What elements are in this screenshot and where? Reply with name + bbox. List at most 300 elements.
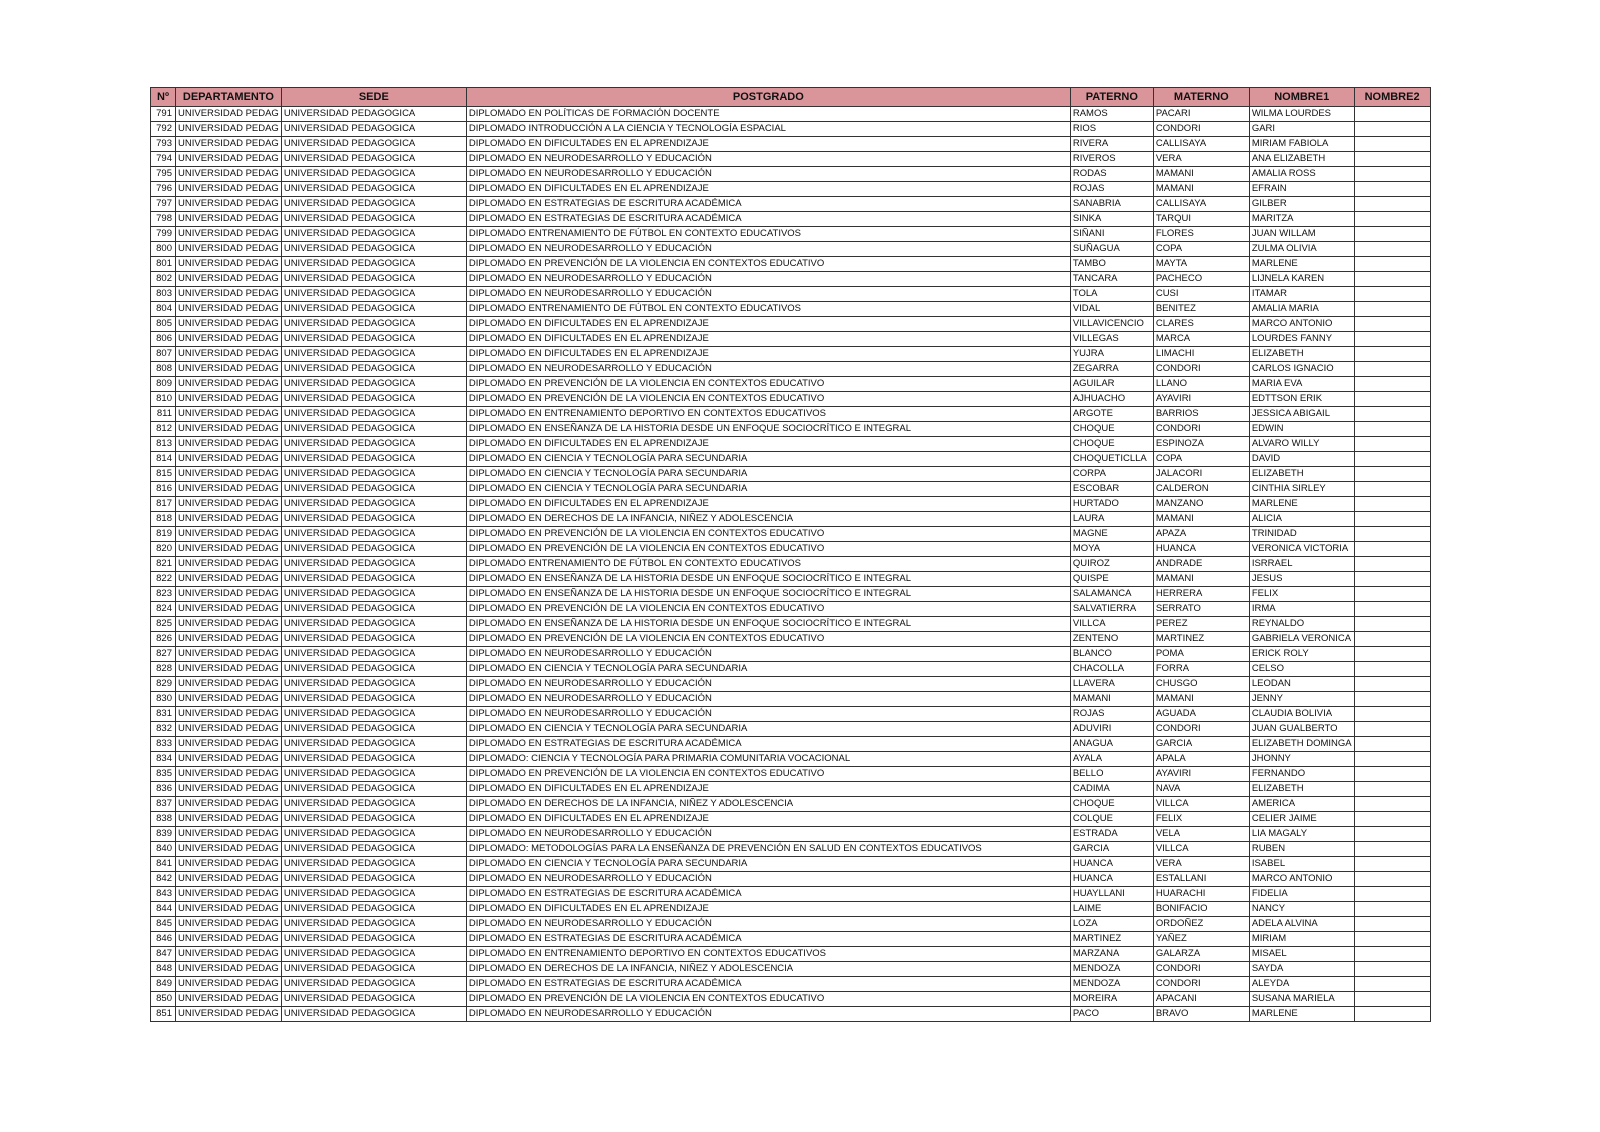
departamento-cell: UNIVERSIDAD PEDAG [176, 677, 282, 692]
paterno-cell: YUJRA [1070, 347, 1153, 362]
paterno-cell: RIVEROS [1070, 152, 1153, 167]
nombre2-cell [1354, 977, 1430, 992]
nombre1-text: CLAUDIA BOLIVIA [1251, 708, 1333, 719]
materno-cell: BARRIOS [1153, 407, 1249, 422]
header-row [151, 88, 1431, 107]
nombre1-cell [1249, 932, 1354, 947]
sede-cell: UNIVERSIDAD PEDAGOGICA [281, 287, 466, 302]
sede-cell: UNIVERSIDAD PEDAGOGICA [281, 152, 466, 167]
materno-cell: SERRATO [1153, 602, 1249, 617]
departamento-cell: UNIVERSIDAD PEDAG [176, 872, 282, 887]
paterno-cell: BLANCO [1070, 647, 1153, 662]
nombre1-cell [1249, 887, 1354, 902]
postgrado-cell: DIPLOMADO EN NEURODESARROLLO Y EDUCACIÓN [466, 152, 1070, 167]
paterno-cell: VILLAVICENCIO [1070, 317, 1153, 332]
postgrado-cell: DIPLOMADO EN DIFICULTADES EN EL APRENDIZAJE [466, 332, 1070, 347]
postgrado-cell: DIPLOMADO EN PREVENCIÓN DE LA VIOLENCIA EN CONTEXTOS EDUCATIVO [466, 992, 1070, 1007]
postgrado-cell: DIPLOMADO EN DIFICULTADES EN EL APRENDIZAJE [466, 437, 1070, 452]
materno-cell: MAMANI [1153, 692, 1249, 707]
sede-cell: UNIVERSIDAD PEDAGOGICA [281, 332, 466, 347]
paterno-cell: RAMOS [1070, 107, 1153, 122]
postgrado-cell: DIPLOMADO EN NEURODESARROLLO Y EDUCACIÓN [466, 827, 1070, 842]
row-number: 837 [151, 797, 176, 812]
table-row [151, 377, 1431, 392]
postgrado-cell: DIPLOMADO EN CIENCIA Y TECNOLOGÍA PARA SECUNDARIA [466, 452, 1070, 467]
paterno-cell: CHACOLLA [1070, 662, 1153, 677]
postgrado-cell: DIPLOMADO EN DIFICULTADES EN EL APRENDIZAJE [466, 137, 1070, 152]
postgrado-cell: DIPLOMADO EN CIENCIA Y TECNOLOGÍA PARA SECUNDARIA [466, 482, 1070, 497]
departamento-cell: UNIVERSIDAD PEDAG [176, 842, 282, 857]
nombre1-cell [1249, 197, 1354, 212]
sede-cell: UNIVERSIDAD PEDAGOGICA [281, 482, 466, 497]
nombre1-cell [1249, 527, 1354, 542]
materno-cell: AGUADA [1153, 707, 1249, 722]
nombre1-text: FIDELIA [1251, 888, 1288, 899]
materno-cell: LIMACHI [1153, 347, 1249, 362]
table-row [151, 692, 1431, 707]
paterno-cell: RIOS [1070, 122, 1153, 137]
table-row [151, 827, 1431, 842]
nombre1-text: ADELA ALVINA [1251, 918, 1318, 929]
nombre2-cell [1354, 632, 1430, 647]
nombre2-cell [1354, 452, 1430, 467]
postgrado-cell: DIPLOMADO EN ENSEÑANZA DE LA HISTORIA DESDE UN ENFOQUE SOCIOCRÍTICO E INTEGRAL [466, 617, 1070, 632]
nombre1-cell [1249, 302, 1354, 317]
nombre1-cell [1249, 347, 1354, 362]
postgrado-cell: DIPLOMADO EN ENSEÑANZA DE LA HISTORIA DESDE UN ENFOQUE SOCIOCRÍTICO E INTEGRAL [466, 572, 1070, 587]
row-number: 821 [151, 557, 176, 572]
paterno-cell: RODAS [1070, 167, 1153, 182]
nombre2-cell [1354, 737, 1430, 752]
table-row [151, 212, 1431, 227]
sede-cell: UNIVERSIDAD PEDAGOGICA [281, 302, 466, 317]
paterno-cell: MOREIRA [1070, 992, 1153, 1007]
nombre1-text: IRMA [1251, 603, 1276, 614]
nombre1-cell [1249, 902, 1354, 917]
nombre1-text: ZULMA OLIVIA [1251, 243, 1317, 254]
departamento-cell: UNIVERSIDAD PEDAG [176, 527, 282, 542]
header-sede: SEDE [281, 88, 466, 107]
postgrado-cell: DIPLOMADO EN NEURODESARROLLO Y EDUCACIÓN [466, 917, 1070, 932]
nombre1-text: MARLENE [1251, 258, 1298, 269]
table-row [151, 557, 1431, 572]
paterno-cell: HURTADO [1070, 497, 1153, 512]
table-row [151, 782, 1431, 797]
table-row [151, 542, 1431, 557]
nombre1-text: JUAN GUALBERTO [1251, 723, 1338, 734]
postgrado-cell: DIPLOMADO EN NEURODESARROLLO Y EDUCACIÓN [466, 707, 1070, 722]
paterno-cell: AJHUACHO [1070, 392, 1153, 407]
sede-cell: UNIVERSIDAD PEDAGOGICA [281, 272, 466, 287]
postgrado-cell: DIPLOMADO EN NEURODESARROLLO Y EDUCACIÓN [466, 362, 1070, 377]
departamento-cell: UNIVERSIDAD PEDAG [176, 242, 282, 257]
materno-cell: MAYTA [1153, 257, 1249, 272]
sede-cell: UNIVERSIDAD PEDAGOGICA [281, 887, 466, 902]
row-number: 835 [151, 767, 176, 782]
nombre1-text: MIRIAM [1251, 933, 1287, 944]
nombre1-text: MARITZA [1251, 213, 1294, 224]
table-row [151, 467, 1431, 482]
nombre2-cell [1354, 1007, 1430, 1022]
postgrado-cell: DIPLOMADO EN NEURODESARROLLO Y EDUCACIÓN [466, 287, 1070, 302]
paterno-cell: LAURA [1070, 512, 1153, 527]
paterno-cell: MARZANA [1070, 947, 1153, 962]
table-row [151, 947, 1431, 962]
nombre1-text: LIJNELA KAREN [1251, 273, 1325, 284]
departamento-cell: UNIVERSIDAD PEDAG [176, 437, 282, 452]
departamento-cell: UNIVERSIDAD PEDAG [176, 932, 282, 947]
nombre1-cell [1249, 647, 1354, 662]
nombre1-text: EDWIN [1251, 423, 1284, 434]
sede-cell: UNIVERSIDAD PEDAGOGICA [281, 947, 466, 962]
postgrado-cell: DIPLOMADO EN ENTRENAMIENTO DEPORTIVO EN CONTEXTOS EDUCATIVOS [466, 407, 1070, 422]
nombre1-text: CARLOS IGNACIO [1251, 363, 1334, 374]
nombre2-cell [1354, 662, 1430, 677]
paterno-cell: LAIME [1070, 902, 1153, 917]
table-row [151, 512, 1431, 527]
row-number: 848 [151, 962, 176, 977]
materno-cell: VERA [1153, 152, 1249, 167]
departamento-cell: UNIVERSIDAD PEDAG [176, 257, 282, 272]
nombre1-text: LOURDES FANNY [1251, 333, 1333, 344]
nombre1-cell [1249, 482, 1354, 497]
materno-cell: PACHECO [1153, 272, 1249, 287]
table-row [151, 137, 1431, 152]
paterno-cell: BELLO [1070, 767, 1153, 782]
departamento-cell: UNIVERSIDAD PEDAG [176, 452, 282, 467]
materno-cell: ANDRADE [1153, 557, 1249, 572]
postgrado-cell: DIPLOMADO EN DERECHOS DE LA INFANCIA, NIÑEZ Y ADOLESCENCIA [466, 797, 1070, 812]
sede-cell: UNIVERSIDAD PEDAGOGICA [281, 812, 466, 827]
departamento-cell: UNIVERSIDAD PEDAG [176, 827, 282, 842]
nombre1-text: EFRAIN [1251, 183, 1287, 194]
nombre1-text: AMERICA [1251, 798, 1296, 809]
sede-cell: UNIVERSIDAD PEDAGOGICA [281, 1007, 466, 1022]
departamento-cell: UNIVERSIDAD PEDAG [176, 392, 282, 407]
nombre1-text: MARCO ANTONIO [1251, 873, 1333, 884]
sede-cell: UNIVERSIDAD PEDAGOGICA [281, 917, 466, 932]
row-number: 839 [151, 827, 176, 842]
departamento-cell: UNIVERSIDAD PEDAG [176, 617, 282, 632]
materno-cell: ORDOÑEZ [1153, 917, 1249, 932]
paterno-cell: TANCARA [1070, 272, 1153, 287]
nombre1-cell [1249, 662, 1354, 677]
departamento-cell: UNIVERSIDAD PEDAG [176, 887, 282, 902]
departamento-cell: UNIVERSIDAD PEDAG [176, 362, 282, 377]
table-row [151, 272, 1431, 287]
row-number: 850 [151, 992, 176, 1007]
nombre2-cell [1354, 812, 1430, 827]
nombre1-cell [1249, 737, 1354, 752]
materno-cell: JALACORI [1153, 467, 1249, 482]
departamento-cell: UNIVERSIDAD PEDAG [176, 317, 282, 332]
paterno-cell: VIDAL [1070, 302, 1153, 317]
sede-cell: UNIVERSIDAD PEDAGOGICA [281, 962, 466, 977]
materno-cell: HUANCA [1153, 542, 1249, 557]
table-row [151, 227, 1431, 242]
nombre2-cell [1354, 347, 1430, 362]
nombre2-cell [1354, 227, 1430, 242]
nombre2-cell [1354, 467, 1430, 482]
nombre1-text: ISRRAEL [1251, 558, 1293, 569]
materno-cell: CALDERON [1153, 482, 1249, 497]
nombre1-text: ALICIA [1251, 513, 1282, 524]
materno-cell: CHUSGO [1153, 677, 1249, 692]
materno-cell: PACARI [1153, 107, 1249, 122]
departamento-cell: UNIVERSIDAD PEDAG [176, 212, 282, 227]
materno-cell: APAZA [1153, 527, 1249, 542]
postgrado-cell: DIPLOMADO EN CIENCIA Y TECNOLOGÍA PARA SECUNDARIA [466, 722, 1070, 737]
sede-cell: UNIVERSIDAD PEDAGOGICA [281, 632, 466, 647]
materno-cell: APACANI [1153, 992, 1249, 1007]
nombre2-cell [1354, 437, 1430, 452]
paterno-cell: CHOQUETICLLA [1070, 452, 1153, 467]
postgrado-cell: DIPLOMADO EN ESTRATEGIAS DE ESCRITURA ACADÉMICA [466, 212, 1070, 227]
nombre1-cell [1249, 677, 1354, 692]
postgrado-cell: DIPLOMADO EN ENTRENAMIENTO DEPORTIVO EN CONTEXTOS EDUCATIVOS [466, 947, 1070, 962]
nombre1-cell [1249, 182, 1354, 197]
table-row [151, 107, 1431, 122]
paterno-cell: ESCOBAR [1070, 482, 1153, 497]
sede-cell: UNIVERSIDAD PEDAGOGICA [281, 407, 466, 422]
row-number: 812 [151, 422, 176, 437]
postgrado-cell: DIPLOMADO EN DIFICULTADES EN EL APRENDIZAJE [466, 782, 1070, 797]
paterno-cell: SALVATIERRA [1070, 602, 1153, 617]
nombre1-cell [1249, 632, 1354, 647]
nombre1-text: GILBER [1251, 198, 1287, 209]
nombre1-cell [1249, 917, 1354, 932]
row-number: 834 [151, 752, 176, 767]
row-number: 840 [151, 842, 176, 857]
postgrado-cell: DIPLOMADO EN PREVENCIÓN DE LA VIOLENCIA EN CONTEXTOS EDUCATIVO [466, 602, 1070, 617]
postgrado-cell: DIPLOMADO ENTRENAMIENTO DE FÚTBOL EN CONTEXTO EDUCATIVOS [466, 557, 1070, 572]
postgrado-cell: DIPLOMADO EN PREVENCIÓN DE LA VIOLENCIA EN CONTEXTOS EDUCATIVO [466, 632, 1070, 647]
nombre1-text: JESUS [1251, 573, 1283, 584]
nombre1-text: GABRIELA VERONICA [1251, 633, 1352, 644]
nombre1-text: CINTHIA SIRLEY [1251, 483, 1326, 494]
nombre2-cell [1354, 212, 1430, 227]
nombre1-cell [1249, 812, 1354, 827]
nombre1-text: JHONNY [1251, 753, 1291, 764]
nombre1-text: AMALIA ROSS [1251, 168, 1316, 179]
postgrado-cell: DIPLOMADO ENTRENAMIENTO DE FÚTBOL EN CONTEXTO EDUCATIVOS [466, 227, 1070, 242]
sede-cell: UNIVERSIDAD PEDAGOGICA [281, 677, 466, 692]
materno-cell: CALLISAYA [1153, 197, 1249, 212]
nombre1-cell [1249, 992, 1354, 1007]
paterno-cell: ZEGARRA [1070, 362, 1153, 377]
sede-cell: UNIVERSIDAD PEDAGOGICA [281, 902, 466, 917]
nombre2-cell [1354, 482, 1430, 497]
nombre1-cell [1249, 947, 1354, 962]
nombre1-cell [1249, 512, 1354, 527]
sede-cell: UNIVERSIDAD PEDAGOGICA [281, 122, 466, 137]
nombre2-cell [1354, 107, 1430, 122]
nombre1-cell [1249, 167, 1354, 182]
nombre1-text: ELIZABETH [1251, 348, 1304, 359]
departamento-cell: UNIVERSIDAD PEDAG [176, 797, 282, 812]
sede-cell: UNIVERSIDAD PEDAGOGICA [281, 542, 466, 557]
postgrado-cell: DIPLOMADO EN ESTRATEGIAS DE ESCRITURA ACADÉMICA [466, 887, 1070, 902]
nombre1-cell [1249, 602, 1354, 617]
paterno-cell: AGUILAR [1070, 377, 1153, 392]
postgrado-cell: DIPLOMADO EN ENSEÑANZA DE LA HISTORIA DESDE UN ENFOQUE SOCIOCRÍTICO E INTEGRAL [466, 587, 1070, 602]
nombre1-cell [1249, 722, 1354, 737]
nombre1-cell [1249, 152, 1354, 167]
nombre2-cell [1354, 542, 1430, 557]
nombre1-cell [1249, 392, 1354, 407]
paterno-cell: CHOQUE [1070, 437, 1153, 452]
sede-cell: UNIVERSIDAD PEDAGOGICA [281, 227, 466, 242]
row-number: 813 [151, 437, 176, 452]
table-row [151, 752, 1431, 767]
nombre2-cell [1354, 962, 1430, 977]
departamento-cell: UNIVERSIDAD PEDAG [176, 122, 282, 137]
sede-cell: UNIVERSIDAD PEDAGOGICA [281, 572, 466, 587]
table-row [151, 767, 1431, 782]
nombre1-cell [1249, 872, 1354, 887]
materno-cell: COPA [1153, 452, 1249, 467]
table-row [151, 887, 1431, 902]
table-row [151, 812, 1431, 827]
departamento-cell: UNIVERSIDAD PEDAG [176, 347, 282, 362]
row-number: 809 [151, 377, 176, 392]
nombre2-cell [1354, 407, 1430, 422]
nombre1-text: MARCO ANTONIO [1251, 318, 1333, 329]
row-number: 833 [151, 737, 176, 752]
row-number: 795 [151, 167, 176, 182]
postgrado-cell: DIPLOMADO EN POLÍTICAS DE FORMACIÓN DOCENTE [466, 107, 1070, 122]
postgrado-cell: DIPLOMADO EN DIFICULTADES EN EL APRENDIZAJE [466, 812, 1070, 827]
table-row [151, 737, 1431, 752]
departamento-cell: UNIVERSIDAD PEDAG [176, 497, 282, 512]
nombre1-cell [1249, 962, 1354, 977]
sede-cell: UNIVERSIDAD PEDAGOGICA [281, 602, 466, 617]
paterno-cell: CHOQUE [1070, 797, 1153, 812]
nombre1-cell [1249, 557, 1354, 572]
sede-cell: UNIVERSIDAD PEDAGOGICA [281, 827, 466, 842]
row-number: 810 [151, 392, 176, 407]
row-number: 808 [151, 362, 176, 377]
nombre1-text: ANA ELIZABETH [1251, 153, 1326, 164]
nombre1-cell [1249, 707, 1354, 722]
row-number: 815 [151, 467, 176, 482]
sede-cell: UNIVERSIDAD PEDAGOGICA [281, 692, 466, 707]
table-row [151, 872, 1431, 887]
row-number: 826 [151, 632, 176, 647]
table-row [151, 662, 1431, 677]
header-departamento: DEPARTAMENTO [176, 88, 282, 107]
postgrado-cell: DIPLOMADO EN PREVENCIÓN DE LA VIOLENCIA EN CONTEXTOS EDUCATIVO [466, 767, 1070, 782]
sede-cell: UNIVERSIDAD PEDAGOGICA [281, 257, 466, 272]
nombre1-cell [1249, 797, 1354, 812]
paterno-cell: TAMBO [1070, 257, 1153, 272]
row-number: 828 [151, 662, 176, 677]
nombre1-text: FERNANDO [1251, 768, 1306, 779]
nombre1-text: GARI [1251, 123, 1276, 134]
postgrado-cell: DIPLOMADO EN DERECHOS DE LA INFANCIA, NIÑEZ Y ADOLESCENCIA [466, 512, 1070, 527]
table-row [151, 287, 1431, 302]
nombre2-cell [1354, 887, 1430, 902]
row-number: 851 [151, 1007, 176, 1022]
nombre2-cell [1354, 317, 1430, 332]
row-number: 805 [151, 317, 176, 332]
table-row [151, 302, 1431, 317]
row-number: 838 [151, 812, 176, 827]
nombre1-cell [1249, 272, 1354, 287]
sede-cell: UNIVERSIDAD PEDAGOGICA [281, 977, 466, 992]
nombre2-cell [1354, 272, 1430, 287]
materno-cell: CALLISAYA [1153, 137, 1249, 152]
postgrado-cell: DIPLOMADO EN CIENCIA Y TECNOLOGÍA PARA SECUNDARIA [466, 467, 1070, 482]
paterno-cell: QUIROZ [1070, 557, 1153, 572]
sede-cell: UNIVERSIDAD PEDAGOGICA [281, 842, 466, 857]
departamento-cell: UNIVERSIDAD PEDAG [176, 482, 282, 497]
paterno-cell: SIÑANI [1070, 227, 1153, 242]
paterno-cell: MARTINEZ [1070, 932, 1153, 947]
sede-cell: UNIVERSIDAD PEDAGOGICA [281, 527, 466, 542]
departamento-cell: UNIVERSIDAD PEDAG [176, 197, 282, 212]
paterno-cell: QUISPE [1070, 572, 1153, 587]
nombre2-cell [1354, 647, 1430, 662]
departamento-cell: UNIVERSIDAD PEDAG [176, 752, 282, 767]
table-row [151, 362, 1431, 377]
paterno-cell: AYALA [1070, 752, 1153, 767]
departamento-cell: UNIVERSIDAD PEDAG [176, 707, 282, 722]
paterno-cell: MENDOZA [1070, 977, 1153, 992]
paterno-cell: MAGNE [1070, 527, 1153, 542]
nombre2-cell [1354, 302, 1430, 317]
materno-cell: CONDORI [1153, 422, 1249, 437]
paterno-cell: LLAVERA [1070, 677, 1153, 692]
nombre1-cell [1249, 842, 1354, 857]
header-nombre1: NOMBRE1 [1249, 88, 1354, 107]
postgrado-cell: DIPLOMADO EN PREVENCIÓN DE LA VIOLENCIA EN CONTEXTOS EDUCATIVO [466, 527, 1070, 542]
postgrado-cell: DIPLOMADO: METODOLOGÍAS PARA LA ENSEÑANZA DE PREVENCIÓN EN SALUD EN CONTEXTOS EDUCATIVOS [466, 842, 1070, 857]
nombre1-text: RUBEN [1251, 843, 1286, 854]
paterno-cell: SINKA [1070, 212, 1153, 227]
nombre2-cell [1354, 527, 1430, 542]
nombre1-cell [1249, 242, 1354, 257]
paterno-cell: TOLA [1070, 287, 1153, 302]
sede-cell: UNIVERSIDAD PEDAGOGICA [281, 362, 466, 377]
materno-cell: COPA [1153, 242, 1249, 257]
table-row [151, 1007, 1431, 1022]
nombre1-cell [1249, 617, 1354, 632]
materno-cell: MAMANI [1153, 512, 1249, 527]
sede-cell: UNIVERSIDAD PEDAGOGICA [281, 347, 466, 362]
postgrado-cell: DIPLOMADO: CIENCIA Y TECNOLOGÍA PARA PRIMARIA COMUNITARIA VOCACIONAL [466, 752, 1070, 767]
table-row [151, 422, 1431, 437]
paterno-cell: GARCIA [1070, 842, 1153, 857]
row-number: 802 [151, 272, 176, 287]
materno-cell: ESTALLANI [1153, 872, 1249, 887]
sede-cell: UNIVERSIDAD PEDAGOGICA [281, 437, 466, 452]
sede-cell: UNIVERSIDAD PEDAGOGICA [281, 197, 466, 212]
postgrado-cell: DIPLOMADO EN ESTRATEGIAS DE ESCRITURA ACADÉMICA [466, 737, 1070, 752]
nombre1-cell [1249, 107, 1354, 122]
departamento-cell: UNIVERSIDAD PEDAG [176, 542, 282, 557]
sede-cell: UNIVERSIDAD PEDAGOGICA [281, 512, 466, 527]
postgrado-cell: DIPLOMADO EN PREVENCIÓN DE LA VIOLENCIA EN CONTEXTOS EDUCATIVO [466, 392, 1070, 407]
sede-cell: UNIVERSIDAD PEDAGOGICA [281, 872, 466, 887]
sede-cell: UNIVERSIDAD PEDAGOGICA [281, 647, 466, 662]
postgrado-cell: DIPLOMADO EN NEURODESARROLLO Y EDUCACIÓN [466, 647, 1070, 662]
nombre2-cell [1354, 362, 1430, 377]
sede-cell: UNIVERSIDAD PEDAGOGICA [281, 497, 466, 512]
table-row [151, 197, 1431, 212]
departamento-cell: UNIVERSIDAD PEDAG [176, 917, 282, 932]
table-row [151, 182, 1431, 197]
